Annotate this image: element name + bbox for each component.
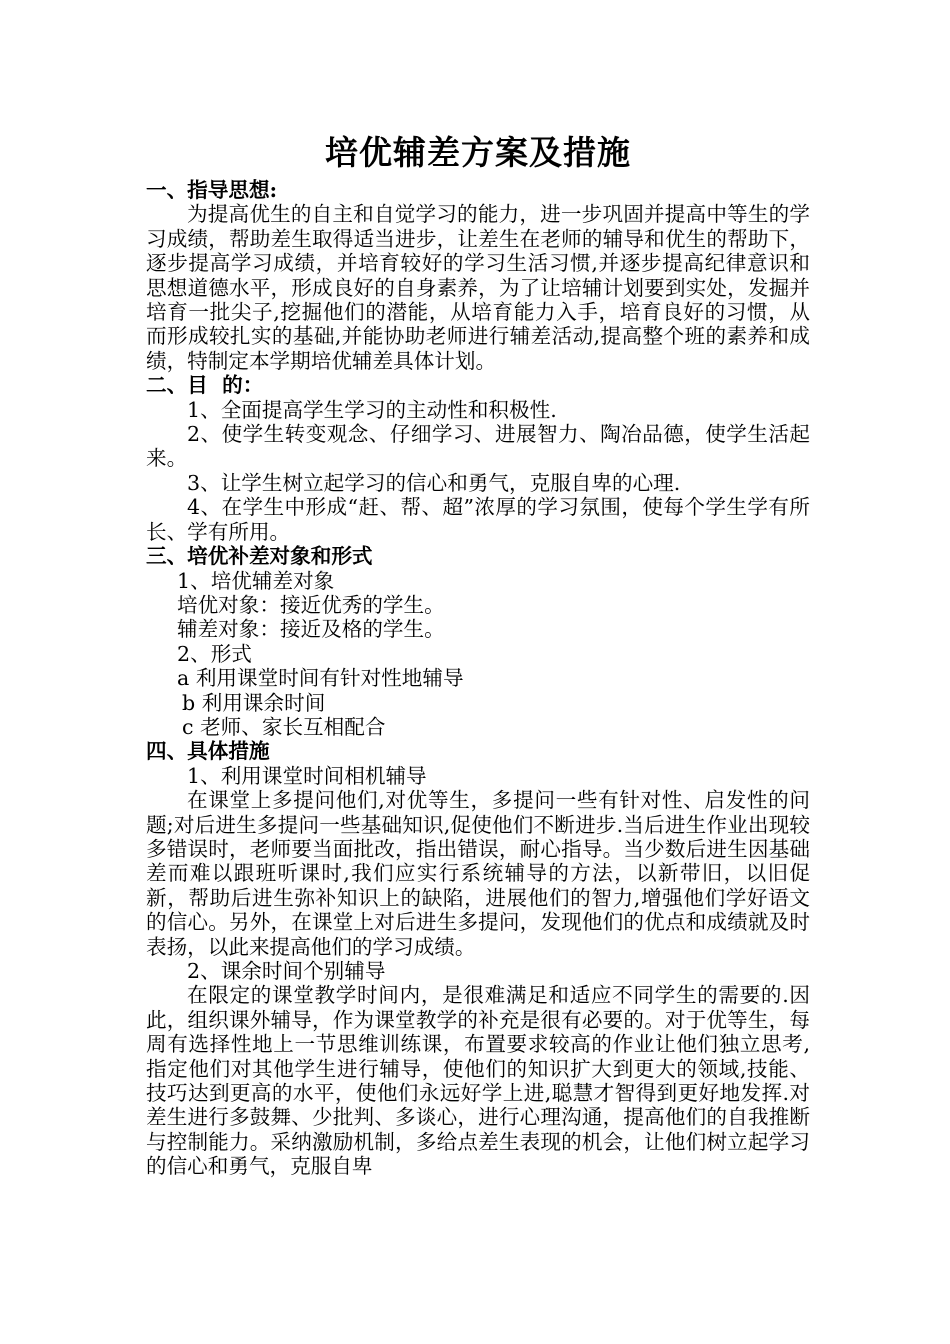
paragraph-purpose-1: 1、全面提高学生学习的主动性和积极性.: [187, 397, 557, 422]
paragraph-purpose-4: 4、在学生中形成“赶、帮、超”浓厚的学习氛围，使每个学生学有所长、学有所用。: [146, 495, 810, 544]
paragraph-classroom: 在课堂上多提问他们,对优等生，多提问一些有针对性、启发性的问题;对后进生多提问一些基础知识,促使他们不断进步.当后进生作业出现较多错误时，老师要当面批改，指出错误，耐心指导。当少数后进生因基础差而难以跟班听课时,我们应实行系统辅导的方法，以新带旧，以旧促新，帮助后进生弥补知识上的缺陷，进展他们的智力,增强他们学好语文的信心。另外，在课堂上对后进生多提问，发现他们的优点和成绩就及时表扬，以此来提高他们的学习成绩。: [146, 788, 810, 959]
document-title: 培优辅差方案及措施: [325, 133, 631, 172]
list-item-remedial-targets: 辅差对象：接近及格的学生。: [177, 617, 445, 642]
paragraph-purpose-3: 3、让学生树立起学习的信心和勇气，克服自卑的心理.: [187, 470, 681, 495]
list-item-form-c: c 老师、家长互相配合: [182, 714, 386, 739]
section-heading-targets-forms: 三、培优补差对象和形式: [146, 544, 373, 569]
list-item-excellent-targets: 培优对象：接近优秀的学生。: [177, 592, 445, 617]
list-item-forms: 2、形式: [177, 641, 252, 666]
paragraph-guiding-idea: 为提高优生的自主和自觉学习的能力，进一步巩固并提高中等生的学习成绩，帮助差生取得适当进步，让差生在老师的辅导和优生的帮助下，逐步提高学习成绩，并培育较好的学习生活习惯,并逐步提高纪律意识和思想道德水平，形成良好的自身素养，为了让培辅计划要到实处，发掘并培育一批尖子,挖掘他们的潜能，从培育能力入手，培育良好的习惯，从而形成较扎实的基础,并能协助老师进行辅差活动,提高整个班的素养和成绩，特制定本学期培优辅差具体计划。: [146, 202, 810, 373]
list-item-targets: 1、培优辅差对象: [177, 568, 335, 593]
paragraph-afterclass: 在限定的课堂教学时间内，是很难满足和适应不同学生的需要的.因此，组织课外辅导，作为课堂教学的补充是很有必要的。对于优等生，每周有选择性地上一节思维训练课，布置要求较高的作业让他们独立思考,指定他们对其他学生进行辅导，使他们的知识扩大到更大的领域,技能、技巧达到更高的水平，使他们永远好学上进,聪慧才智得到更好地发挥.对差生进行多鼓舞、少批判、多谈心，进行心理沟通，提高他们的自我推断与控制能力。采纳激励机制，多给点差生表现的机会，让他们树立起学习的信心和勇气，克服自卑: [146, 983, 810, 1179]
list-item-form-a: a 利用课堂时间有针对性地辅导: [177, 666, 464, 691]
section-heading-guiding-idea: 一、指导思想:: [146, 178, 278, 202]
section-heading-measures: 四、具体措施: [146, 739, 270, 764]
section-heading-purpose: 二、目 的：: [146, 373, 264, 398]
paragraph-purpose-2: 2、使学生转变观念、仔细学习、进展智力、陶冶品德，使学生活起来。: [146, 422, 810, 471]
subsection-label-afterclass: 2、课余时间个别辅导: [187, 959, 386, 983]
subsection-label-classroom: 1、利用课堂时间相机辅导: [187, 763, 427, 788]
list-item-form-b: b 利用课余时间: [182, 690, 326, 715]
